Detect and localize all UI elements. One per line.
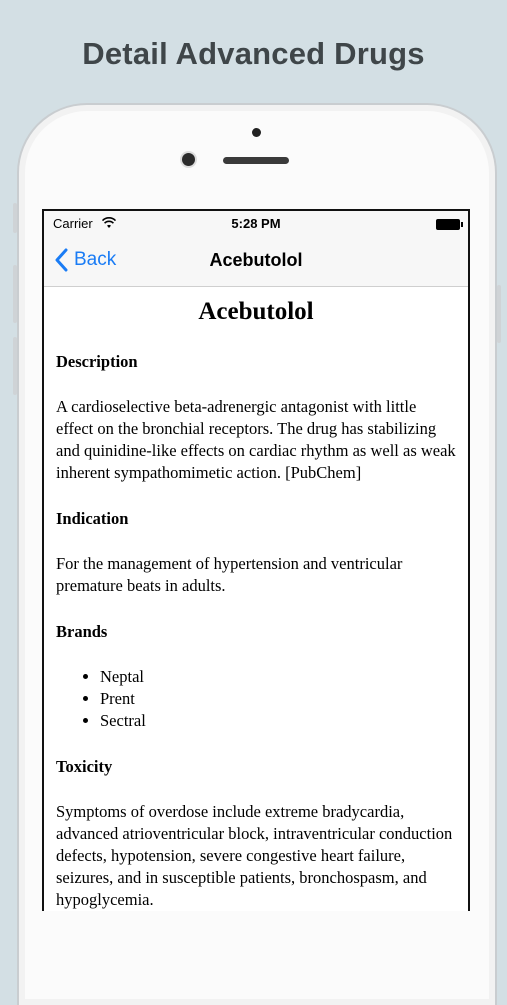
list-item: • Neptal bbox=[100, 666, 456, 688]
nav-title: Acebutolol bbox=[209, 250, 303, 270]
indication-heading: Indication bbox=[56, 509, 129, 528]
earpiece-speaker bbox=[223, 157, 289, 164]
indication-text: For the management of hypertension and ventricular premature beats in adults. bbox=[56, 554, 403, 595]
promo-title: Detail Advanced Drugs bbox=[82, 36, 425, 71]
proximity-sensor bbox=[252, 128, 261, 137]
phone-volume-down bbox=[13, 337, 17, 395]
phone-power-button bbox=[497, 285, 501, 343]
phone-volume-up bbox=[13, 265, 17, 323]
drug-detail-content[interactable] bbox=[44, 297, 468, 911]
phone-side-button bbox=[13, 203, 17, 233]
list-item: • Sectral bbox=[100, 710, 456, 732]
brands-list bbox=[56, 666, 456, 732]
drug-title: Acebutolol bbox=[198, 298, 314, 325]
battery-icon bbox=[436, 219, 460, 230]
description-heading: Description bbox=[56, 352, 138, 371]
carrier-label: Carrier bbox=[53, 216, 93, 231]
toxicity-heading: Toxicity bbox=[56, 757, 113, 776]
brands-heading: Brands bbox=[56, 622, 108, 641]
status-bar bbox=[44, 211, 468, 235]
back-button-label: Back bbox=[74, 249, 117, 270]
front-camera bbox=[182, 153, 195, 166]
status-time: 5:28 PM bbox=[231, 216, 281, 231]
navigation-bar bbox=[44, 235, 468, 287]
app-screen bbox=[42, 209, 470, 911]
description-text: A cardioselective beta-adrenergic antagonist with little effect on the bronchial receptors. The drug has stabilizing and quinidine-like effects on cardiac rhythm as well as weak inherent sympathomimetic action. [PubChem] bbox=[56, 397, 456, 482]
toxicity-text: Symptoms of overdose include extreme bradycardia, advanced atrioventricular block, intraventricular conduction defects, hypotension, severe congestive heart failure, seizures, and in susceptible patients, bronchospasm, and hypoglycemia. bbox=[56, 802, 453, 909]
list-item: • Prent bbox=[100, 688, 456, 710]
